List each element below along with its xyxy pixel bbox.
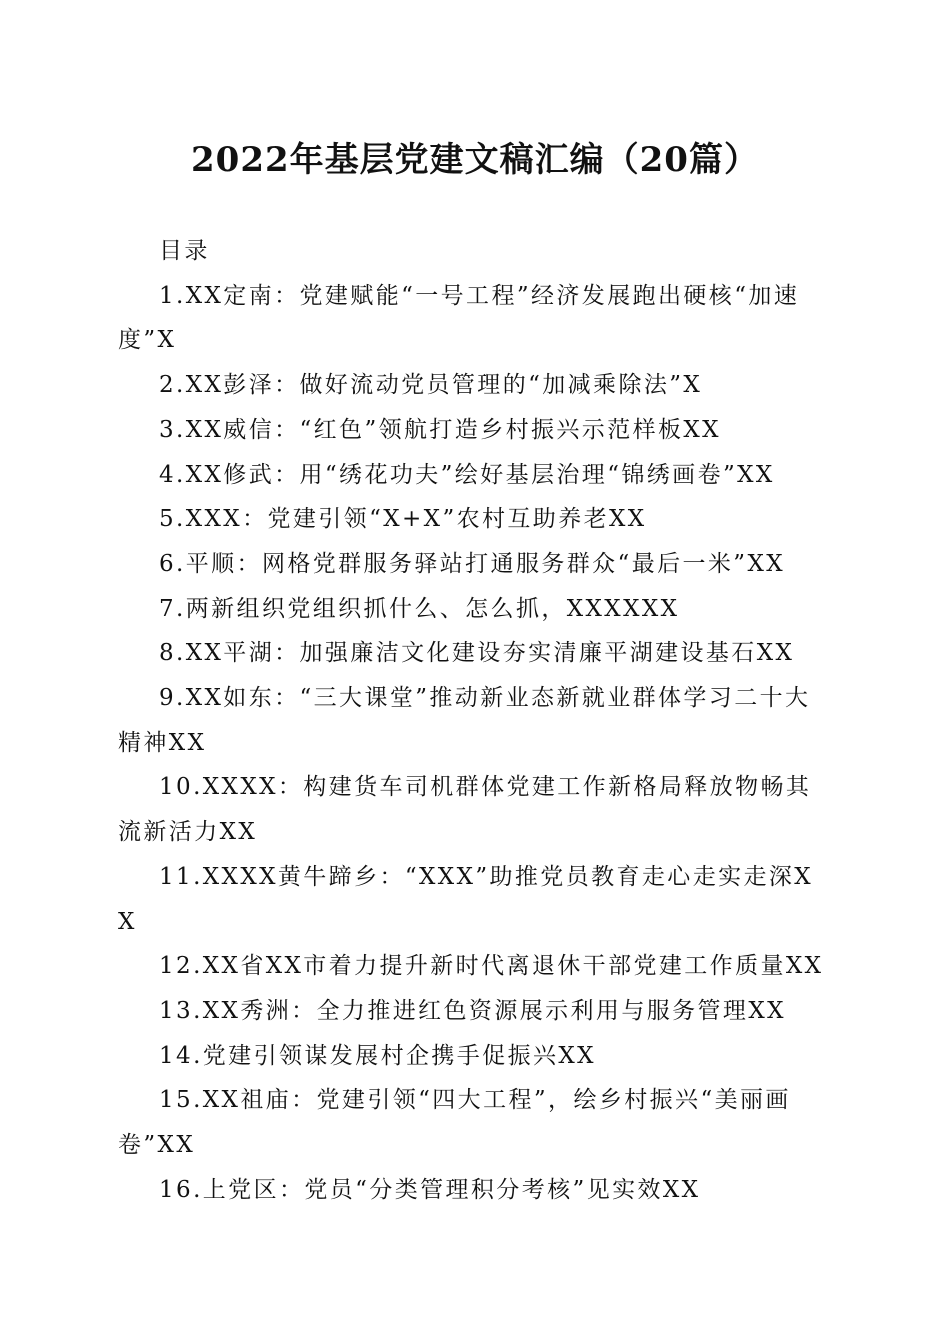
toc-item-14: 14.党建引领谋发展村企携手促振兴XX [159,1042,596,1069]
toc-item-3: 3.XX威信：“红色”领航打造乡村振兴示范样板XX [159,416,721,443]
toc-item-12: 12.XX省XX市着力提升新时代离退休干部党建工作质量XX [159,953,824,980]
toc-item-1: 1.XX定南：党建赋能“一号工程”经济发展跑出硬核“加速度”X [118,282,800,354]
toc-item-10: 10.XXXX：构建货车司机群体党建工作新格局释放物畅其流新活力XX [118,774,812,846]
table-of-contents [118,229,828,1212]
toc-item-11: 11.XXXX黄牛蹄乡：“XXX”助推党员教育走心走实走深XX [118,863,814,935]
toc-item-5: 5.XXX：党建引领“X+X”农村互助养老XX [159,506,647,533]
document-title: 2022年基层党建文稿汇编（20篇） [191,140,759,180]
toc-item-7: 7.两新组织党组织抓什么、怎么抓，XXXXXX [159,595,680,622]
toc-item-2: 2.XX彭泽：做好流动党员管理的“加减乘除法”X [159,372,703,399]
toc-item-15: 15.XX祖庙：党建引领“四大工程”，绘乡村振兴“美丽画卷”XX [118,1087,791,1159]
toc-item-13: 13.XX秀洲：全力推进红色资源展示利用与服务管理XX [159,997,786,1024]
toc-item-16: 16.上党区：党员“分类管理积分考核”见实效XX [159,1176,701,1203]
toc-item-9: 9.XX如东：“三大课堂”推动新业态新就业群体学习二十大精神XX [118,685,811,756]
toc-item-8: 8.XX平湖：加强廉洁文化建设夯实清廉平湖建设基石XX [159,640,795,667]
toc-item-6: 6.平顺：网格党群服务驿站打通服务群众“最后一米”XX [159,550,786,577]
toc-item-4: 4.XX修武：用“绣花功夫”绘好基层治理“锦绣画卷”XX [159,461,775,488]
toc-heading: 目录 [159,238,210,264]
